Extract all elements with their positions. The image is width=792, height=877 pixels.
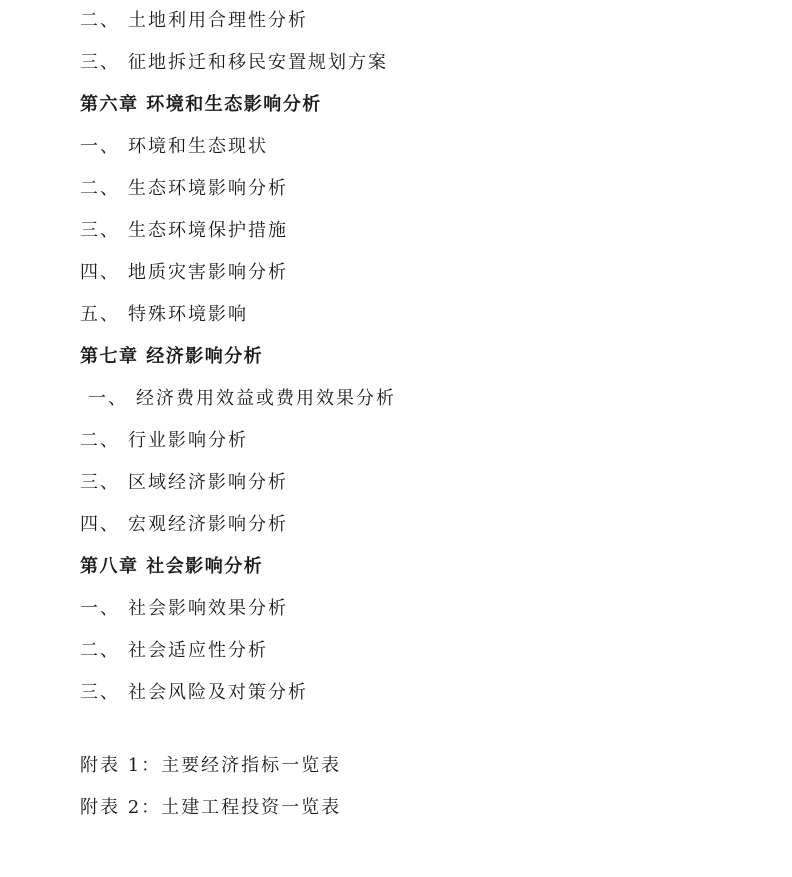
toc-chapter-heading: 第六章 环境和生态影响分析 — [80, 94, 322, 115]
toc-item — [80, 136, 268, 158]
toc-item-title: 社会影响效果分析 — [128, 598, 288, 619]
toc-item-number: 二、 — [80, 10, 120, 31]
toc-item-number: 二、 — [80, 640, 120, 661]
toc-chapter-heading: 第七章 经济影响分析 — [80, 346, 264, 367]
toc-item-title: 社会适应性分析 — [128, 640, 268, 661]
toc-chapter-heading: 第八章 社会影响分析 — [80, 556, 264, 577]
toc-item-title: 特殊环境影响 — [128, 304, 248, 325]
toc-item-number: 四、 — [80, 262, 120, 283]
toc-item-number: 一、 — [80, 136, 120, 157]
toc-item-title: 宏观经济影响分析 — [128, 514, 288, 535]
toc-item-title: 环境和生态现状 — [128, 136, 268, 157]
toc-item-number: 一、 — [80, 598, 120, 619]
toc-item-number: 三、 — [80, 682, 120, 703]
toc-item-title: 行业影响分析 — [128, 430, 248, 451]
toc-item-title: 经济费用效益或费用效果分析 — [136, 388, 396, 409]
toc-item-number: 四、 — [80, 514, 120, 535]
toc-item — [80, 178, 288, 200]
toc-item — [80, 220, 288, 242]
toc-item-number: 三、 — [80, 52, 120, 73]
toc-item-number: 三、 — [80, 220, 120, 241]
appendix-item: 附表 1：主要经济指标一览表 — [80, 755, 342, 776]
toc-item — [80, 514, 288, 536]
toc-item-title: 区域经济影响分析 — [128, 472, 288, 493]
toc-item-title: 生态环境影响分析 — [128, 178, 288, 199]
toc-item-number: 二、 — [80, 178, 120, 199]
toc-item-number: 一、 — [88, 388, 128, 409]
toc-item — [80, 262, 288, 284]
toc-item — [80, 640, 268, 662]
toc-item-number: 三、 — [80, 472, 120, 493]
toc-item — [80, 52, 388, 74]
toc-item — [80, 682, 308, 704]
toc-item — [80, 304, 248, 326]
toc-item — [88, 388, 396, 410]
toc-item-title: 社会风险及对策分析 — [128, 682, 308, 703]
toc-item-title: 生态环境保护措施 — [128, 220, 288, 241]
toc-item-title: 土地利用合理性分析 — [128, 10, 308, 31]
toc-item-number: 五、 — [80, 304, 120, 325]
toc-item — [80, 430, 248, 452]
toc-item — [80, 598, 288, 620]
appendix-item: 附表 2：土建工程投资一览表 — [80, 797, 342, 818]
toc-item-title: 地质灾害影响分析 — [128, 262, 288, 283]
toc-item — [80, 10, 308, 32]
toc-item — [80, 472, 288, 494]
toc-item-number: 二、 — [80, 430, 120, 451]
toc-item-title: 征地拆迁和移民安置规划方案 — [128, 52, 388, 73]
